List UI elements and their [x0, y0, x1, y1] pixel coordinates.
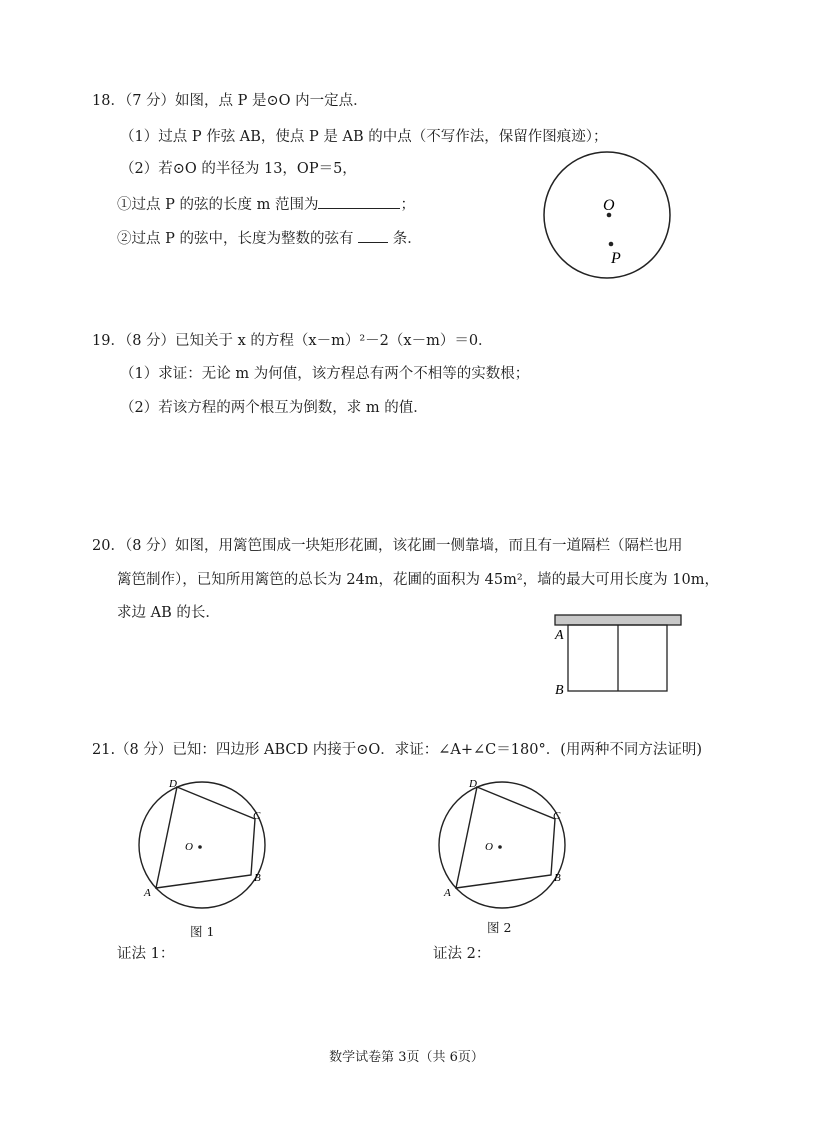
q18-sub2 [117, 228, 422, 249]
q18-sub1-text: ①过点 P 的弦的长度 m 范围为 [117, 197, 319, 213]
label-d: D [469, 778, 477, 790]
q19-part1: （1）求证：无论 m 为何值，该方程总有两个不相等的实数根； [120, 366, 530, 382]
q21-proof1-label: 证法 1： [117, 946, 175, 962]
q19-head: 19．（8 分）已知关于 x 的方程（x－m）²－2（x－m）＝0． [92, 333, 493, 349]
circle-o [139, 782, 265, 908]
q21-fig1-caption: 图 1 [190, 924, 215, 939]
q18-answer-blank-2[interactable] [358, 228, 388, 243]
q19-part2: （2）若该方程的两个根互为倒数，求 m 的值． [120, 400, 428, 416]
label-a: A [555, 628, 564, 643]
label-a: A [444, 887, 451, 899]
label-c: C [253, 810, 261, 822]
q21-proof2-label: 证法 2： [433, 946, 491, 962]
q18-head: 18．（7 分）如图，点 P 是⊙O 内一定点． [92, 93, 368, 109]
label-b: B [555, 683, 564, 698]
q20-line3: 求边 AB 的长． [117, 605, 220, 621]
q21-figure-1 [130, 775, 280, 910]
quadrilateral-abcd [456, 787, 555, 888]
label-o: O [485, 841, 493, 853]
label-b: B [254, 872, 261, 884]
q18-circle-figure [540, 148, 675, 283]
label-d: D [169, 778, 177, 790]
label-o: O [185, 841, 193, 853]
q20-head: 20．（8 分）如图，用篱笆围成一块矩形花圃，该花圃一侧靠墙，而且有一道隔栏（隔栏也用 [92, 538, 683, 554]
page-footer: 数学试卷第 3页（共 6页） [329, 1050, 484, 1065]
point-o [498, 845, 502, 849]
label-b: B [554, 872, 561, 884]
q18-answer-blank-1[interactable] [318, 194, 400, 209]
point-p [609, 242, 614, 247]
point-o [198, 845, 202, 849]
quadrilateral-abcd [156, 787, 255, 888]
q18-sub1-end: ； [400, 197, 415, 213]
q20-line2: 篱笆制作），已知所用篱笆的总长为 24m，花圃的面积为 45m²，墙的最大可用长度为 10m， [117, 572, 719, 588]
q18-sub1 [117, 194, 415, 215]
q21-fig2-caption: 图 2 [487, 920, 512, 935]
q18-sub2-text: ②过点 P 的弦中，长度为整数的弦有 [117, 231, 354, 247]
label-o: O [603, 197, 615, 214]
label-c: C [553, 810, 561, 822]
label-a: A [144, 887, 151, 899]
wall [555, 615, 681, 625]
q20-garden-figure [552, 612, 687, 700]
q18-sub2-end: 条． [392, 231, 422, 247]
q21-head: 21.（8 分）已知：四边形 ABCD 内接于⊙O．求证：∠A+∠C＝180°．(用两种不同方法证明) [92, 742, 703, 758]
circle-o [439, 782, 565, 908]
q18-part2: （2）若⊙O 的半径为 13，OP＝5， [120, 161, 357, 177]
label-p: P [611, 250, 621, 267]
q21-figure-2 [430, 775, 580, 910]
q18-part1: （1）过点 P 作弦 AB，使点 P 是 AB 的中点（不写作法，保留作图痕迹）； [120, 129, 608, 145]
